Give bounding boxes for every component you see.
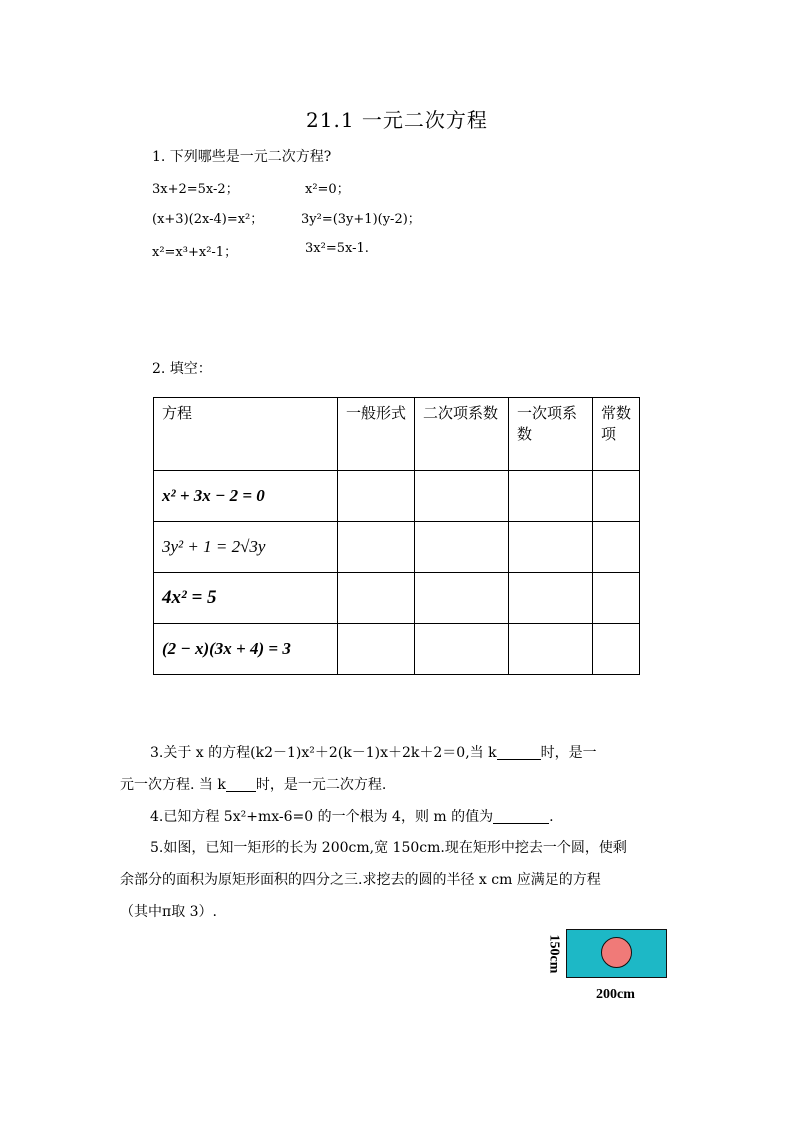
answer-cell[interactable] xyxy=(509,624,593,675)
q1-eq-5: x²=x³+x²-1； xyxy=(152,245,238,260)
height-label: 150cm xyxy=(546,934,562,973)
answer-cell[interactable] xyxy=(338,522,415,573)
equation-4: (2 − x)(3x + 4) = 3 xyxy=(162,639,291,658)
header-constant-term: 常数项 xyxy=(593,398,640,471)
equation-1: x² + 3x − 2 = 0 xyxy=(162,486,265,505)
answer-blank[interactable] xyxy=(497,745,541,760)
table-row xyxy=(154,573,640,624)
answer-cell[interactable] xyxy=(509,471,593,522)
equation-3: 4x² = 5 xyxy=(162,587,217,608)
answer-cell[interactable] xyxy=(593,471,640,522)
equation-cell xyxy=(154,573,338,624)
height-label-box xyxy=(544,929,562,978)
answer-blank[interactable] xyxy=(226,777,256,792)
fill-in-table xyxy=(153,397,640,675)
q5-line-1: 5.如图，已知一矩形的长为 200cm,宽 150cm.现在矩形中挖去一个圆，使剩 xyxy=(150,840,627,856)
answer-cell[interactable] xyxy=(415,573,509,624)
table-row xyxy=(154,522,640,573)
q1-prompt: 1. 下列哪些是一元二次方程? xyxy=(152,149,332,165)
answer-cell[interactable] xyxy=(415,624,509,675)
equation-cell xyxy=(154,624,338,675)
header-equation: 方程 xyxy=(154,398,338,471)
table-row xyxy=(154,624,640,675)
answer-cell[interactable] xyxy=(509,522,593,573)
q3-text-d: 时，是一元二次方程. xyxy=(255,777,387,793)
header-linear-coefficient: 一次项系数 xyxy=(509,398,593,471)
q3-text-a: 3.关于 x 的方程(k2－1)x²＋2(k－1)x＋2k＋2＝0,当 k xyxy=(150,745,497,761)
answer-cell[interactable] xyxy=(593,624,640,675)
answer-cell[interactable] xyxy=(338,471,415,522)
q1-eq-1: 3x+2=5x-2； xyxy=(152,182,239,197)
q4-text-a: 4.已知方程 5x²+mx-6=0 的一个根为 4，则 m 的值为 xyxy=(150,809,494,825)
q1-eq-6: 3x²=5x-1. xyxy=(305,241,369,256)
answer-cell[interactable] xyxy=(593,573,640,624)
circle-figure xyxy=(601,937,632,968)
q1-eq-4: 3y²=(3y+1)(y-2)； xyxy=(301,212,421,227)
equation-cell xyxy=(154,471,338,522)
q1-eq-3: (x+3)(2x-4)=x²； xyxy=(152,212,264,227)
equation-2: 3y² + 1 = 2√3y xyxy=(162,537,266,556)
answer-cell[interactable] xyxy=(338,624,415,675)
header-quadratic-coefficient: 二次项系数 xyxy=(415,398,509,471)
answer-cell[interactable] xyxy=(593,522,640,573)
q2-prompt: 2. 填空： xyxy=(152,361,212,377)
q5-line-3: （其中π取 3）. xyxy=(120,904,218,920)
answer-cell[interactable] xyxy=(509,573,593,624)
width-label: 200cm xyxy=(596,987,635,1002)
q4-text-b: . xyxy=(549,809,554,825)
header-general-form: 一般形式 xyxy=(338,398,415,471)
table-header-row xyxy=(154,398,640,471)
q4-line xyxy=(150,806,554,826)
q3-line-2 xyxy=(120,774,386,794)
q1-eq-2: x²=0； xyxy=(305,182,350,197)
answer-cell[interactable] xyxy=(415,471,509,522)
q5-line-2: 余部分的面积为原矩形面积的四分之三.求挖去的圆的半径 x cm 应满足的方程 xyxy=(120,872,601,888)
answer-cell[interactable] xyxy=(415,522,509,573)
answer-cell[interactable] xyxy=(338,573,415,624)
equation-cell xyxy=(154,522,338,573)
page-title: 21.1 一元二次方程 xyxy=(306,108,488,132)
table-row xyxy=(154,471,640,522)
answer-blank[interactable] xyxy=(493,809,549,824)
q3-text-b: 时，是一 xyxy=(540,745,597,761)
q3-line-1 xyxy=(150,742,597,762)
q3-text-c: 元一次方程. 当 k xyxy=(120,777,226,793)
